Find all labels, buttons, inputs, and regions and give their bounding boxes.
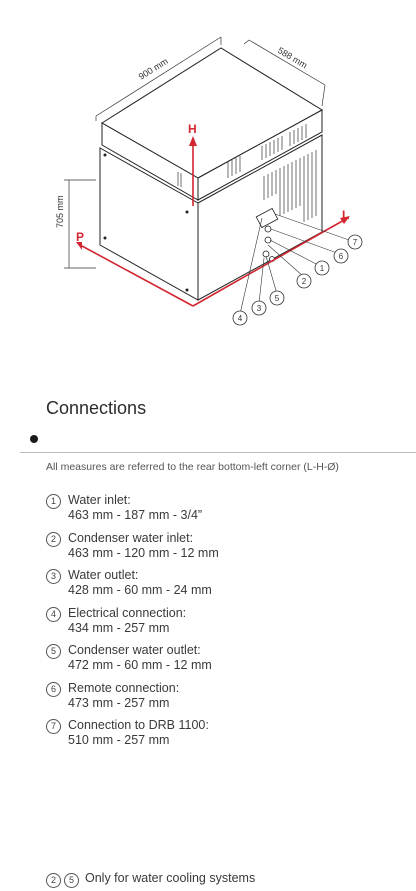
connection-value: 428 mm - 60 mm - 24 mm	[68, 583, 212, 597]
callout-1-label: 1	[319, 264, 325, 273]
connection-label: Water outlet:	[68, 568, 139, 582]
connection-value: 472 mm - 60 mm - 12 mm	[68, 658, 212, 672]
footer-note	[46, 871, 255, 887]
connection-value: 463 mm - 120 mm - 12 mm	[68, 545, 219, 560]
connection-label: Water inlet:	[68, 493, 131, 507]
connection-item-6	[46, 681, 219, 719]
axis-p-label: P	[76, 230, 85, 244]
connections-list	[46, 493, 219, 756]
machine-diagram	[0, 0, 416, 340]
connection-item-4	[46, 606, 219, 644]
connection-label: Remote connection:	[68, 680, 180, 695]
circled-number-2: 2	[46, 532, 61, 547]
connection-item-2	[46, 531, 219, 569]
connection-label: Condenser water inlet:	[68, 530, 194, 545]
circled-number-2: 2	[46, 873, 61, 888]
connection-item-7	[46, 718, 219, 756]
footer-text: Only for water cooling systems	[85, 871, 256, 885]
connection-value: 463 mm - 187 mm - 3/4”	[68, 508, 203, 522]
callout-3-label: 3	[256, 304, 262, 313]
connection-label: Connection to DRB 1100:	[68, 718, 209, 732]
callout-4-label: 4	[237, 314, 243, 323]
connection-label: Condenser water outlet:	[68, 643, 201, 657]
dimension-height: 705 mm	[55, 195, 65, 228]
section-title: Connections	[46, 398, 147, 418]
circled-number-1: 1	[46, 494, 61, 509]
axis-h-label: H	[188, 122, 197, 136]
connection-item-5	[46, 643, 219, 681]
connection-item-1	[46, 493, 219, 531]
callout-2-label: 2	[301, 277, 307, 286]
circled-number-5: 5	[64, 873, 79, 888]
callout-6-label: 6	[338, 252, 344, 261]
dimension-width: 900 mm	[136, 55, 170, 82]
circled-number-7: 7	[46, 719, 61, 734]
connection-value: 434 mm - 257 mm	[68, 620, 170, 635]
axis-l-label: L	[342, 208, 350, 222]
bullet-icon	[30, 435, 38, 443]
circled-number-6: 6	[46, 682, 61, 697]
connection-value: 473 mm - 257 mm	[68, 695, 170, 710]
connection-label: Electrical connection:	[68, 605, 187, 620]
callout-7-label: 7	[352, 238, 358, 247]
circled-number-4: 4	[46, 607, 61, 622]
connection-item-3	[46, 568, 219, 606]
dimension-depth: 588 mm	[275, 45, 309, 71]
circled-number-3: 3	[46, 569, 61, 584]
reference-note: All measures are referred to the rear bottom-left corner (L-H-Ø)	[46, 461, 339, 473]
callout-5-label: 5	[274, 294, 280, 303]
circled-number-5: 5	[46, 644, 61, 659]
connection-value: 510 mm - 257 mm	[68, 733, 170, 747]
divider	[20, 452, 416, 453]
